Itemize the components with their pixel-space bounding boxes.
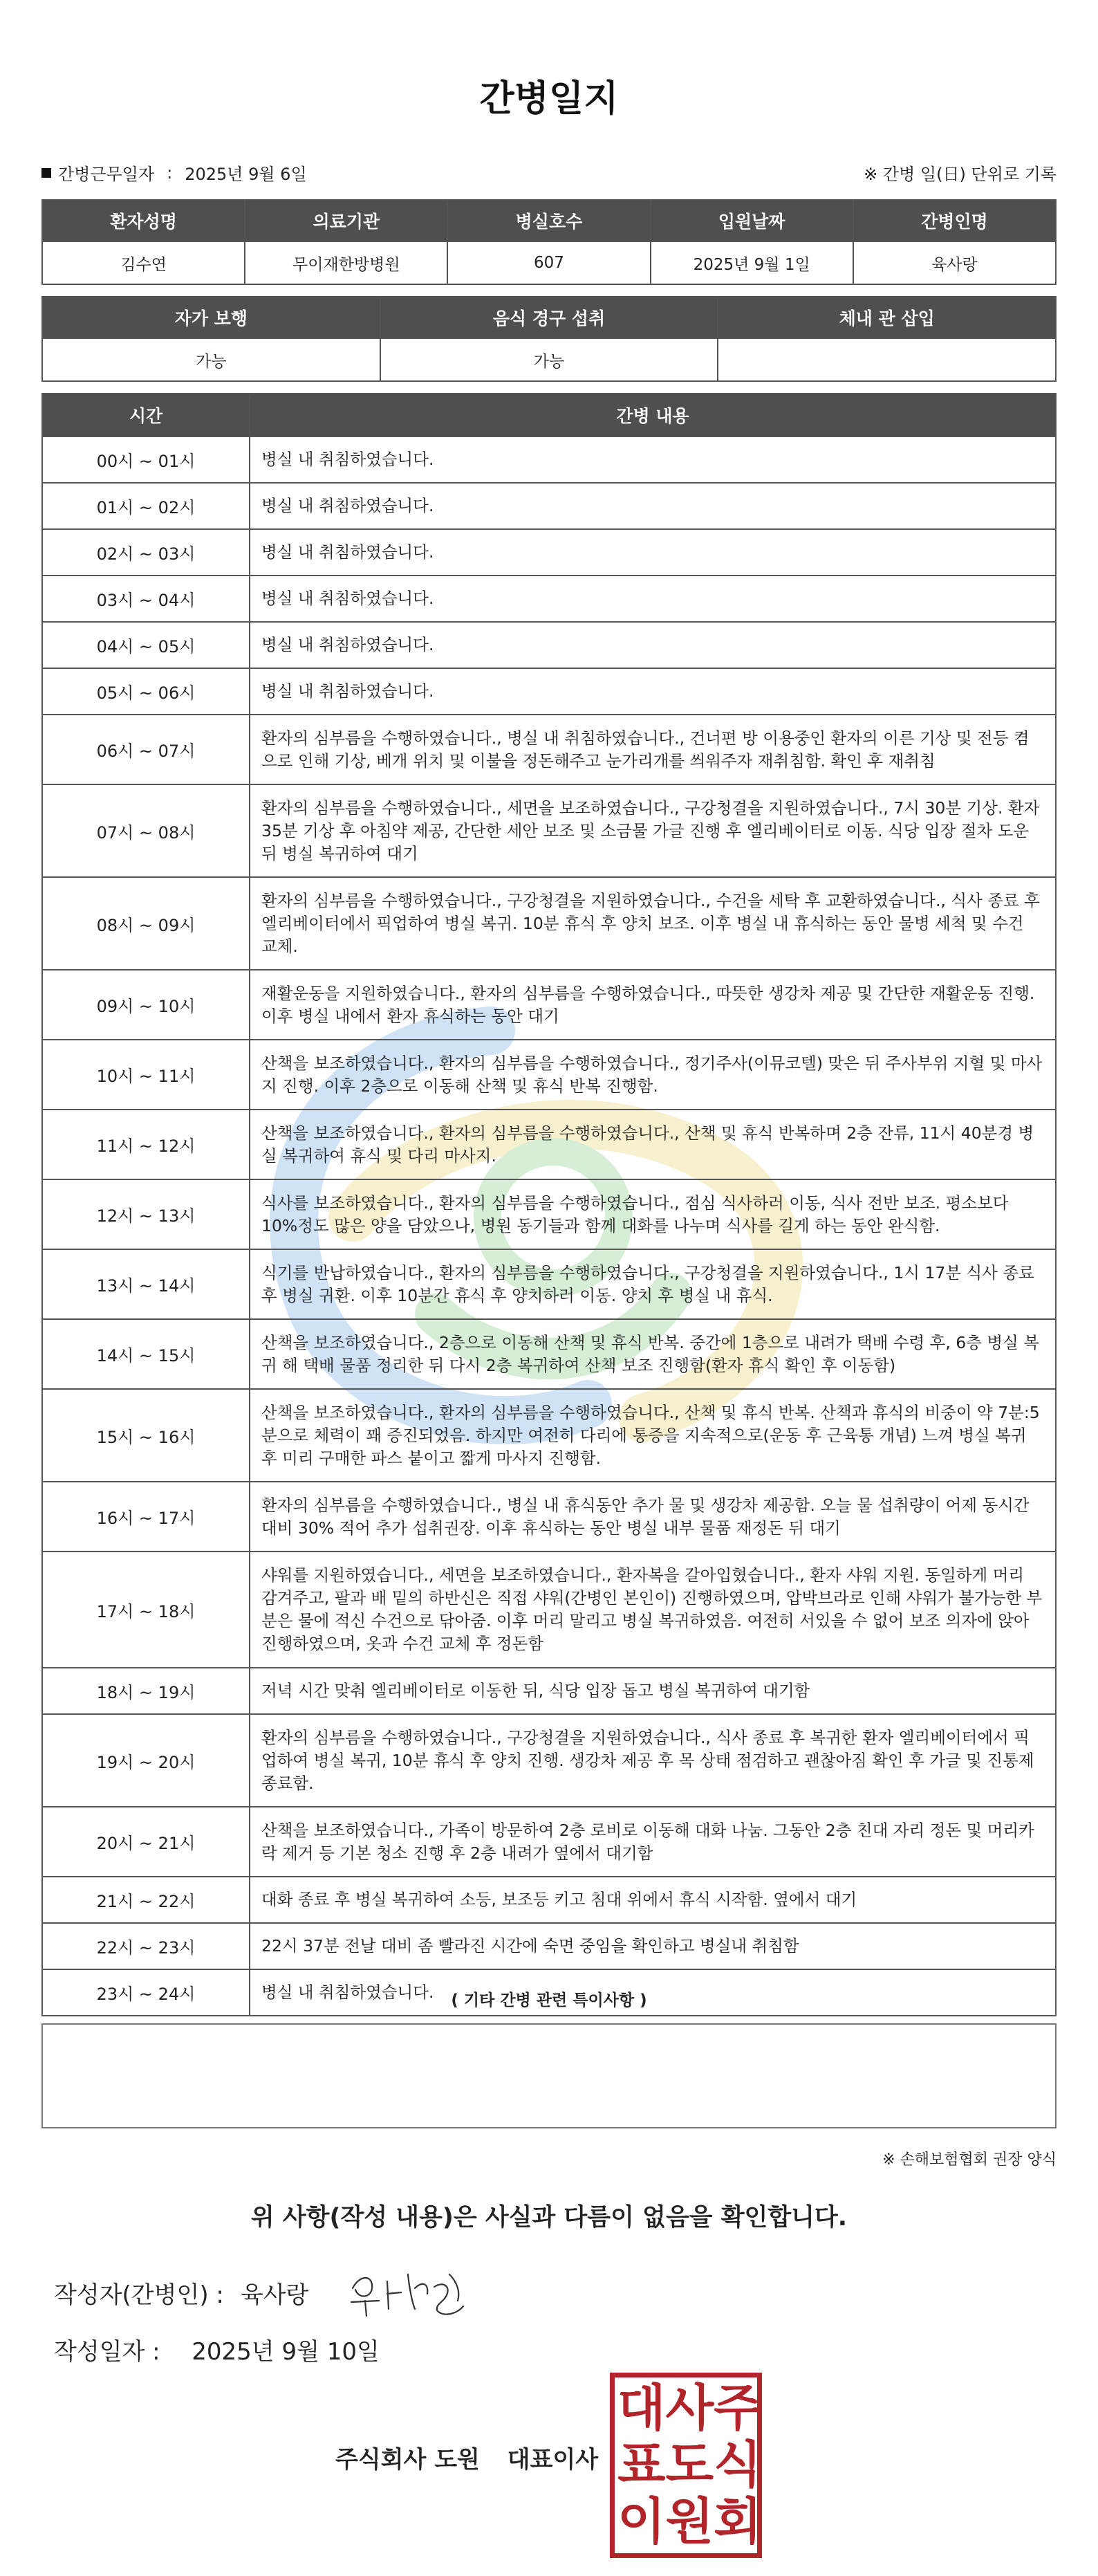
log-time: 20시 ~ 21시 bbox=[42, 1807, 250, 1877]
log-time: 01시 ~ 02시 bbox=[42, 483, 250, 529]
seal-glyph: 도 bbox=[665, 2435, 714, 2494]
log-row bbox=[42, 877, 1056, 970]
confirmation-statement: 위 사항(작성 내용)은 사실과 다름이 없음을 확인합니다. bbox=[250, 2204, 848, 2232]
care-log-table bbox=[41, 393, 1057, 2016]
log-row bbox=[42, 1668, 1056, 1714]
seal-glyph: 사 bbox=[665, 2378, 714, 2437]
log-row bbox=[42, 715, 1056, 784]
log-row bbox=[42, 668, 1056, 715]
log-time: 02시 ~ 03시 bbox=[42, 529, 250, 576]
caregiver-name: 육사랑 bbox=[853, 241, 1056, 284]
log-content: 병실 내 취침하였습니다. bbox=[250, 436, 1056, 483]
header-time: 시간 bbox=[42, 394, 250, 436]
header-care-content: 간병 내용 bbox=[250, 394, 1056, 436]
seal-glyph: 표 bbox=[617, 2435, 666, 2494]
log-time: 07시 ~ 08시 bbox=[42, 784, 250, 877]
log-content: 식기를 반납하였습니다., 환자의 심부름을 수행하였습니다., 구강청결을 지원하였습니다., 1시 17분 식사 종료 후 병실 귀환. 이후 10분간 휴식 후 양치하러 이동. 양치 후 병실 내 휴식. bbox=[250, 1249, 1056, 1319]
written-date-label: 작성일자 : bbox=[54, 2338, 160, 2366]
log-time: 19시 ~ 20시 bbox=[42, 1714, 250, 1807]
log-content: 병실 내 취침하였습니다. bbox=[250, 668, 1056, 715]
log-content: 환자의 심부름을 수행하였습니다., 병실 내 휴식동안 추가 물 및 생강차 제공함. 오늘 물 섭취량이 어제 동시간 대비 30% 적어 추가 섭취권장. 이후 휴식하는 동안 병실 내부 물품 재정돈 뒤 대기 bbox=[250, 1482, 1056, 1552]
author-line bbox=[54, 2276, 308, 2310]
log-time: 11시 ~ 12시 bbox=[42, 1110, 250, 1179]
log-row bbox=[42, 622, 1056, 668]
log-time: 00시 ~ 01시 bbox=[42, 436, 250, 483]
log-time: 21시 ~ 22시 bbox=[42, 1877, 250, 1923]
patient-info-table bbox=[41, 199, 1057, 285]
log-content: 병실 내 취침하였습니다. bbox=[250, 1969, 1056, 2016]
header-admission-date: 입원날짜 bbox=[651, 200, 853, 241]
bullet-square-icon bbox=[41, 168, 51, 178]
log-time: 09시 ~ 10시 bbox=[42, 970, 250, 1040]
log-row bbox=[42, 1389, 1056, 1482]
special-notes-box bbox=[41, 2023, 1057, 2128]
log-row bbox=[42, 1110, 1056, 1179]
log-content: 병실 내 취침하였습니다. bbox=[250, 576, 1056, 622]
log-content: 환자의 심부름을 수행하였습니다., 세면을 보조하였습니다., 구강청결을 지원하였습니다., 7시 30분 기상. 환자 35분 기상 후 아침약 제공, 간단한 세안 보조 및 소금물 가글 진행 후 엘리베이터로 이동. 식당 입장 절차 도운 뒤 병실 복귀하여 대기 bbox=[250, 784, 1056, 877]
log-content: 식사를 보조하였습니다., 환자의 심부름을 수행하였습니다., 점심 식사하러 이동, 식사 전반 보조. 평소보다 10%정도 많은 양을 담았으나, 병원 동기들과 함께 대화를 나누며 식사를 길게 하는 동안 완식함. bbox=[250, 1179, 1056, 1249]
log-time: 03시 ~ 04시 bbox=[42, 576, 250, 622]
log-time: 15시 ~ 16시 bbox=[42, 1389, 250, 1482]
log-row bbox=[42, 970, 1056, 1040]
log-content: 환자의 심부름을 수행하였습니다., 구강청결을 지원하였습니다., 수건을 세탁 후 교환하였습니다., 식사 종료 후 엘리베이터에서 픽업하여 병실 복귀. 10분 휴식 후 양치 보조. 이후 병실 내 휴식하는 동안 물병 세척 및 수건 교체. bbox=[250, 877, 1056, 970]
log-content: 대화 종료 후 병실 복귀하여 소등, 보조등 키고 침대 위에서 휴식 시작함. 옆에서 대기 bbox=[250, 1877, 1056, 1923]
log-time: 10시 ~ 11시 bbox=[42, 1040, 250, 1110]
log-content: 산책을 보조하였습니다., 환자의 심부름을 수행하였습니다., 산책 및 휴식 반복. 산책과 휴식의 비중이 약 7분:5분으로 체력이 꽤 증진되었음. 하지만 여전히 다리에 통증을 지속적으로(운동 후 근육통 개념) 느껴 병실 복귀 후 미리 구매한 파스 붙이고 짧게 마사지 진행함. bbox=[250, 1389, 1056, 1482]
author-name: 육사랑 bbox=[240, 2281, 309, 2309]
log-row bbox=[42, 1877, 1056, 1923]
log-row bbox=[42, 1249, 1056, 1319]
log-content: 환자의 심부름을 수행하였습니다., 병실 내 취침하였습니다., 건너편 방 이용중인 환자의 이른 기상 및 전등 켬으로 인해 기상, 베개 위치 및 이불을 정돈해주고 눈가리개를 씌워주자 재취침함. 확인 후 재취침 bbox=[250, 715, 1056, 784]
log-time: 16시 ~ 17시 bbox=[42, 1482, 250, 1552]
log-row bbox=[42, 529, 1056, 576]
log-content: 병실 내 취침하였습니다. bbox=[250, 622, 1056, 668]
log-content: 산책을 보조하였습니다., 가족이 방문하여 2층 로비로 이동해 대화 나눔. 그동안 2층 친대 자리 정돈 및 머리카락 제거 등 기본 청소 진행 후 2층 내려가 옆에서 대기함 bbox=[250, 1807, 1056, 1877]
log-content: 산책을 보조하였습니다., 2층으로 이동해 산책 및 휴식 반복. 중간에 1층으로 내려가 택배 수령 후, 6층 병실 복귀 해 택배 물품 정리한 뒤 다시 2층 복귀하여 산책 보조 진행함(환자 휴식 확인 후 이동함) bbox=[250, 1319, 1056, 1389]
company-line bbox=[335, 2440, 617, 2474]
log-content: 22시 37분 전날 대비 좀 빨라진 시간에 숙면 중임을 확인하고 병실내 취침함 bbox=[250, 1923, 1056, 1969]
handwritten-signature bbox=[346, 2261, 477, 2323]
separator: : bbox=[167, 163, 173, 183]
log-row bbox=[42, 1179, 1056, 1249]
header-tube-insertion: 체내 관 삽입 bbox=[718, 297, 1056, 338]
recommend-note: ※ 손해보험협회 권장 양식 bbox=[882, 2151, 1057, 2169]
log-content: 저녁 시간 맞춰 엘리베이터로 이동한 뒤, 식당 입장 돕고 병실 복귀하여 대기함 bbox=[250, 1668, 1056, 1714]
oral-intake-value: 가능 bbox=[380, 338, 718, 381]
company-title: 대표이사 bbox=[507, 2446, 599, 2474]
log-content: 병실 내 취침하였습니다. bbox=[250, 483, 1056, 529]
company-name: 주식회사 도원 bbox=[335, 2446, 480, 2474]
header-oral-intake: 음식 경구 섭취 bbox=[380, 297, 718, 338]
header-hospital: 의료기관 bbox=[245, 200, 447, 241]
log-time: 14시 ~ 15시 bbox=[42, 1319, 250, 1389]
log-content: 샤워를 지원하였습니다., 세면을 보조하였습니다., 환자복을 갈아입혔습니다., 환자 샤워 지원. 동일하게 머리 감겨주고, 팔과 배 밑의 하반신은 직접 샤워(간병인 본인이) 진행하였으며, 압박브라로 인해 샤워가 불가능한 부분은 물에 적신 수건으로 닦아줌. 이후 머리 말리고 병실 복귀하였음. 여전히 서있을 수 없어 보조 의자에 앉아 진행하였으며, 옷과 수건 교체 후 정돈함 bbox=[250, 1552, 1056, 1668]
log-row bbox=[42, 483, 1056, 529]
log-content: 재활운동을 지원하였습니다., 환자의 심부름을 수행하였습니다., 따뜻한 생강차 제공 및 간단한 재활운동 진행. 이후 병실 내에서 환자 휴식하는 동안 대기 bbox=[250, 970, 1056, 1040]
seal-glyph: 원 bbox=[665, 2492, 714, 2550]
self-walking-value: 가능 bbox=[42, 338, 380, 381]
written-date-line bbox=[54, 2333, 380, 2366]
page-title: 간병일지 bbox=[479, 78, 619, 120]
special-notes-title: ( 기타 간병 관련 특이사항 ) bbox=[451, 1991, 647, 2009]
header-patient-name: 환자성명 bbox=[42, 200, 245, 241]
log-time: 22시 ~ 23시 bbox=[42, 1923, 250, 1969]
log-row bbox=[42, 1482, 1056, 1552]
header-caregiver-name: 간병인명 bbox=[853, 200, 1056, 241]
log-row bbox=[42, 576, 1056, 622]
log-content: 환자의 심부름을 수행하였습니다., 구강청결을 지원하였습니다., 식사 종료 후 복귀한 환자 엘리베이터에서 픽업하여 병실 복귀, 10분 휴식 후 양치 진행. 생강차 제공 후 목 상태 점검하고 괜찮아짐 확인 후 가글 및 진통제 종료함. bbox=[250, 1714, 1056, 1807]
header-room: 병실호수 bbox=[447, 200, 650, 241]
ability-table bbox=[41, 296, 1057, 382]
unit-note: ※ 간병 일(日) 단위로 기록 bbox=[864, 165, 1057, 184]
log-time: 13시 ~ 14시 bbox=[42, 1249, 250, 1319]
admission-date: 2025년 9월 1일 bbox=[651, 241, 853, 284]
hospital-name: 무이재한방병원 bbox=[245, 241, 447, 284]
log-time: 04시 ~ 05시 bbox=[42, 622, 250, 668]
written-date-value: 2025년 9월 10일 bbox=[192, 2338, 380, 2366]
log-row bbox=[42, 1040, 1056, 1110]
log-content: 산책을 보조하였습니다., 환자의 심부름을 수행하였습니다., 산책 및 휴식 반복하며 2층 잔류, 11시 40분경 병실 복귀하여 휴식 및 다리 마사지. bbox=[250, 1110, 1056, 1179]
seal-glyph: 주 bbox=[714, 2378, 762, 2437]
seal-glyph: 대 bbox=[617, 2378, 666, 2437]
log-time: 08시 ~ 09시 bbox=[42, 877, 250, 970]
log-row bbox=[42, 1807, 1056, 1877]
log-content: 산책을 보조하였습니다., 환자의 심부름을 수행하였습니다., 정기주사(이뮤코텔) 맞은 뒤 주사부위 지혈 및 마사지 진행. 이후 2층으로 이동해 산책 및 휴식 반복 진행함. bbox=[250, 1040, 1056, 1110]
work-date-label: 간병근무일자 bbox=[58, 165, 155, 184]
log-row bbox=[42, 1552, 1056, 1668]
log-time: 05시 ~ 06시 bbox=[42, 668, 250, 715]
patient-name: 김수연 bbox=[42, 241, 245, 284]
log-row bbox=[42, 1923, 1056, 1969]
header-self-walking: 자가 보행 bbox=[42, 297, 380, 338]
log-row bbox=[42, 1319, 1056, 1389]
author-label: 작성자(간병인) : bbox=[54, 2281, 224, 2309]
company-seal bbox=[610, 2373, 762, 2558]
room-number: 607 bbox=[447, 241, 650, 284]
log-row bbox=[42, 436, 1056, 483]
tube-insertion-value bbox=[718, 338, 1056, 381]
log-time: 18시 ~ 19시 bbox=[42, 1668, 250, 1714]
log-time: 12시 ~ 13시 bbox=[42, 1179, 250, 1249]
seal-glyph: 이 bbox=[617, 2492, 666, 2550]
log-row bbox=[42, 1714, 1056, 1807]
log-time: 06시 ~ 07시 bbox=[42, 715, 250, 784]
log-time: 23시 ~ 24시 bbox=[42, 1969, 250, 2016]
meta-row bbox=[41, 160, 1057, 188]
work-date-value: 2025년 9월 6일 bbox=[185, 165, 307, 184]
seal-glyph: 식 bbox=[714, 2435, 762, 2494]
log-time: 17시 ~ 18시 bbox=[42, 1552, 250, 1668]
log-content: 병실 내 취침하였습니다. bbox=[250, 529, 1056, 576]
seal-glyph: 회 bbox=[714, 2492, 762, 2550]
log-row bbox=[42, 784, 1056, 877]
